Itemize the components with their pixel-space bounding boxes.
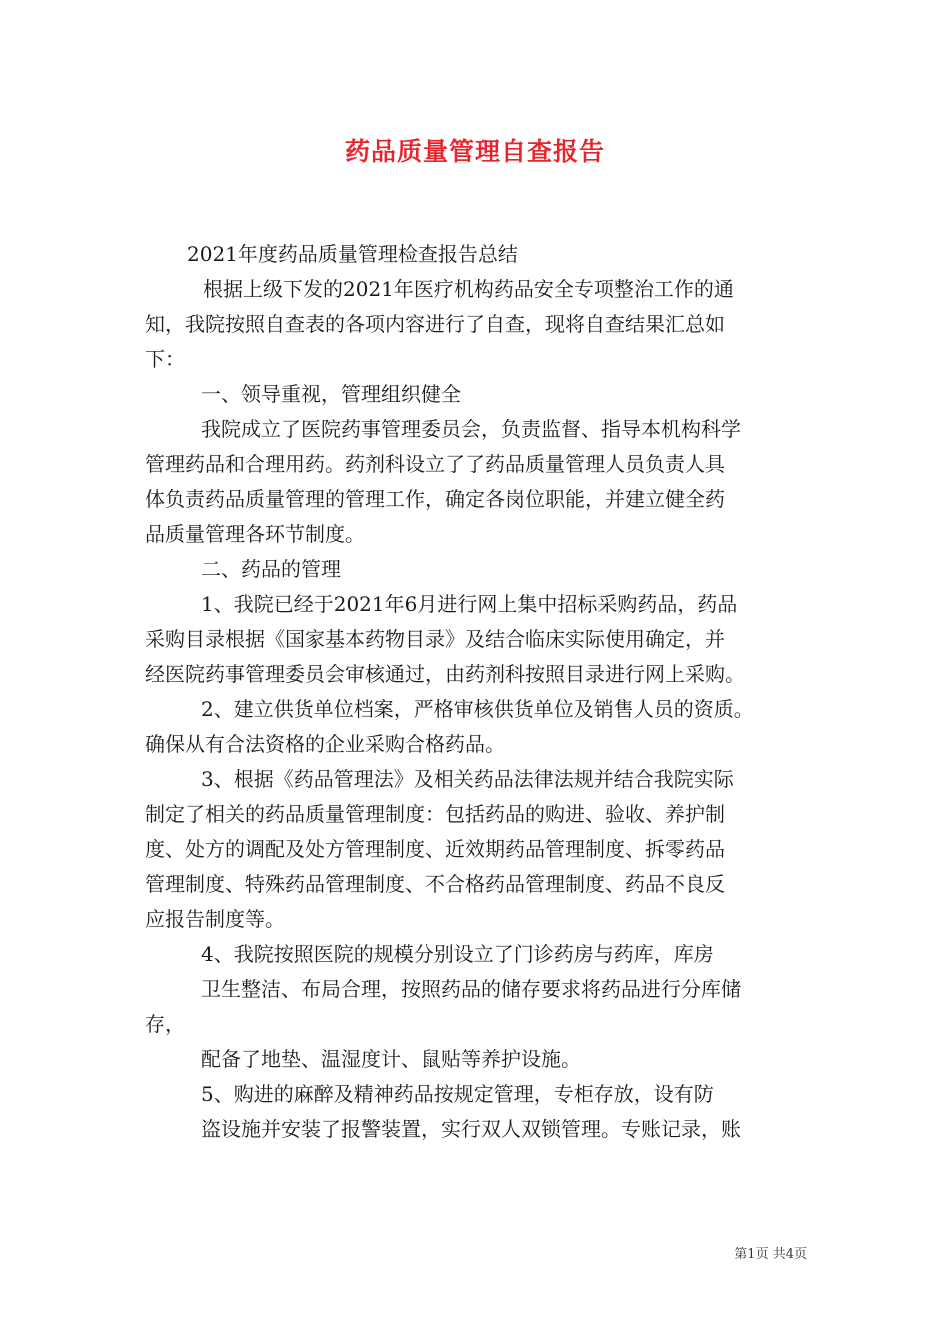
body-line: 我院成立了医院药事管理委员会，负责监督、指导本机构科学	[201, 417, 741, 441]
document-body	[145, 237, 807, 1147]
body-line: 管理制度、特殊药品管理制度、不合格药品管理制度、药品不良反	[145, 872, 725, 896]
body-line: 卫生整洁、布局合理，按照药品的储存要求将药品进行分库储	[201, 977, 741, 1001]
body-line: 4、我院按照医院的规模分别设立了门诊药房与药库，库房	[201, 942, 714, 966]
body-line: 体负责药品质量管理的管理工作，确定各岗位职能，并建立健全药	[145, 487, 725, 511]
body-line: 二、药品的管理	[201, 557, 341, 581]
body-line: 1、我院已经于2021年6月进行网上集中招标采购药品，药品	[201, 592, 738, 616]
body-line: 采购目录根据《国家基本药物目录》及结合临床实际使用确定，并	[145, 627, 725, 651]
body-line: 应报告制度等。	[145, 907, 285, 931]
page-footer	[734, 1243, 807, 1262]
body-line: 盗设施并安装了报警装置，实行双人双锁管理。专账记录，账	[201, 1117, 741, 1141]
body-line: 2、建立供货单位档案，严格审核供货单位及销售人员的资质。	[201, 697, 754, 721]
body-line: 制定了相关的药品质量管理制度：包括药品的购进、验收、养护制	[145, 802, 725, 826]
body-line: 配备了地垫、温湿度计、鼠贴等养护设施。	[201, 1047, 581, 1071]
body-line: 品质量管理各环节制度。	[145, 522, 365, 546]
document-title: 药品质量管理自查报告	[344, 137, 605, 166]
body-line: 知，我院按照自查表的各项内容进行了自查，现将自查结果汇总如	[145, 312, 725, 336]
body-line: 下：	[145, 347, 185, 371]
footer-page-number: 1	[747, 1247, 756, 1262]
body-line: 度、处方的调配及处方管理制度、近效期药品管理制度、拆零药品	[145, 837, 725, 861]
footer-end: 页	[793, 1247, 807, 1262]
body-line: 根据上级下发的2021年医疗机构药品安全专项整治工作的通	[203, 277, 734, 301]
body-line: 5、购进的麻醉及精神药品按规定管理，专柜存放，设有防	[201, 1082, 714, 1106]
footer-label: 第	[734, 1247, 748, 1262]
body-line: 3、根据《药品管理法》及相关药品法律法规并结合我院实际	[201, 767, 734, 791]
body-line: 一、领导重视，管理组织健全	[201, 382, 461, 406]
footer-mid: 页 共	[755, 1247, 786, 1262]
footer-page-total: 4	[785, 1247, 794, 1262]
body-line: 经医院药事管理委员会审核通过，由药剂科按照目录进行网上采购。	[145, 662, 745, 686]
body-line: 存，	[145, 1012, 185, 1036]
body-line: 确保从有合法资格的企业采购合格药品。	[145, 732, 505, 756]
body-line: 管理药品和合理用药。药剂科设立了了药品质量管理人员负责人具	[145, 452, 725, 476]
body-line: 2021年度药品质量管理检查报告总结	[187, 242, 518, 266]
